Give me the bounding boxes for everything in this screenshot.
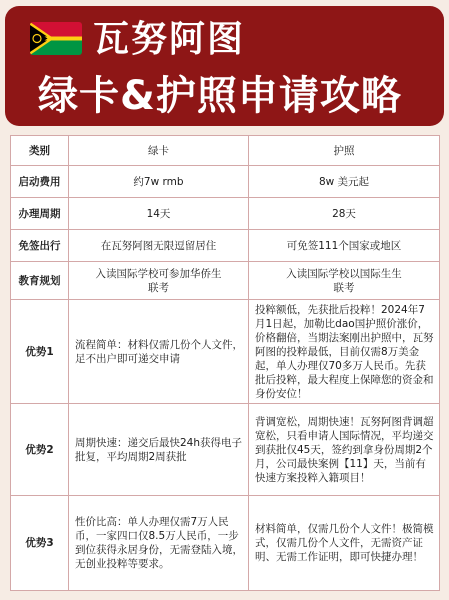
passport-cell: 背调宽松，周期快速！瓦努阿图背调超宽松，只看申请人国际情况，平均递交到获批仅45天，签约到拿身份周期2个月，公司最快案例【11】天，当前有快速方案投粹入籍项目！ <box>249 404 440 496</box>
row-label: 启动费用 <box>11 166 69 198</box>
table-row <box>11 262 440 300</box>
row-label: 优势2 <box>11 404 69 496</box>
row-label: 办理周期 <box>11 198 69 230</box>
green-card-cell: 入读国际学校可参加华侨生联考 <box>69 262 249 300</box>
table-row <box>11 404 440 496</box>
row-label: 教育规划 <box>11 262 69 300</box>
header-banner <box>5 6 444 126</box>
table-row <box>11 166 440 198</box>
passport-cell: 28天 <box>249 198 440 230</box>
table-row <box>11 230 440 262</box>
row-label: 优势1 <box>11 300 69 404</box>
table-row <box>11 300 440 404</box>
green-card-cell: 周期快速：递交后最快24h获得电子批复，平均周期2周获批 <box>69 404 249 496</box>
column-header-passport: 护照 <box>249 136 440 166</box>
green-card-cell: 在瓦努阿图无限逗留居住 <box>69 230 249 262</box>
column-header-green-card: 绿卡 <box>69 136 249 166</box>
passport-cell: 入读国际学校以国际生生联考 <box>249 262 440 300</box>
vanuatu-flag-graphic <box>30 22 82 55</box>
comparison-table <box>10 135 440 591</box>
passport-cell: 可免签111个国家或地区 <box>249 230 440 262</box>
row-label: 优势3 <box>11 496 69 591</box>
table-header-row <box>11 136 440 166</box>
row-label: 免签出行 <box>11 230 69 262</box>
page-title-country: 瓦努阿图 <box>93 19 246 60</box>
table-row <box>11 496 440 591</box>
vanuatu-flag-icon <box>30 22 82 55</box>
green-card-cell: 14天 <box>69 198 249 230</box>
passport-cell: 材料简单，仅需几份个人文件！极简模式，仅需几份个人文件，无需资产证明、无需工作证明，即可快捷办理！ <box>249 496 440 591</box>
passport-cell: 8w 美元起 <box>249 166 440 198</box>
passport-cell: 投粹额低，先获批后投粹！2024年7月1日起，加勒比dao国护照价涨价，价格翻倍，当期法案刚出护照中，瓦努阿图的投粹最低，目前仅需8万美金起，单人办理仅70多万人民币。先获批后投粹，最大程度上保障您的资金和身份安位！ <box>249 300 440 404</box>
green-card-cell: 约7w rmb <box>69 166 249 198</box>
table-row <box>11 198 440 230</box>
green-card-cell: 流程简单：材料仅需几份个人文件，足不出户即可递交申请 <box>69 300 249 404</box>
column-header-category: 类别 <box>11 136 69 166</box>
page-title-guide: 绿卡&护照申请攻略 <box>38 73 402 119</box>
green-card-cell: 性价比高：单人办理仅需7万人民币，一家四口仅8.5万人民币，一步到位获得永居身份，无需登陆入境，无创业投粹等要求。 <box>69 496 249 591</box>
